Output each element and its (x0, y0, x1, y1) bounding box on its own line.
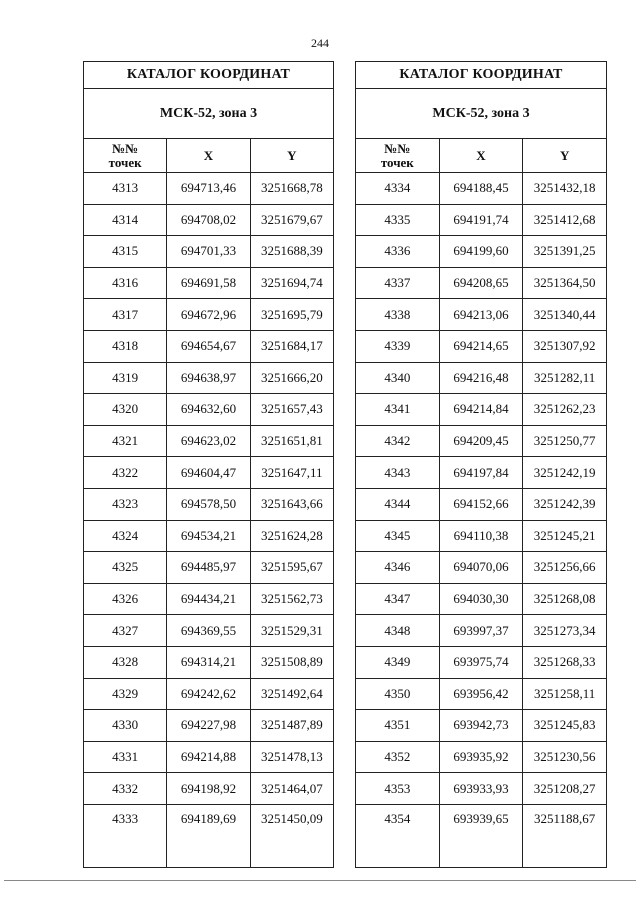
y-coordinate-cell: 3251450,09 (250, 804, 333, 867)
x-coordinate-cell: 693935,92 (439, 741, 523, 773)
y-coordinate-cell: 3251666,20 (250, 362, 333, 394)
x-coordinate-cell: 694242,62 (167, 678, 250, 710)
y-coordinate-cell: 3251679,67 (250, 204, 333, 236)
y-coordinate-cell: 3251529,31 (250, 615, 333, 647)
point-number-cell: 4342 (356, 425, 440, 457)
y-coordinate-cell: 3251684,17 (250, 330, 333, 362)
catalog-title: КАТАЛОГ КООРДИНАТ (84, 62, 334, 89)
x-coordinate-cell: 694434,21 (167, 583, 250, 615)
x-coordinate-cell: 693939,65 (439, 804, 523, 867)
point-number-cell: 4329 (84, 678, 167, 710)
y-coordinate-cell: 3251262,23 (523, 394, 607, 426)
table-row (84, 299, 334, 331)
y-coordinate-cell: 3251657,43 (250, 394, 333, 426)
point-number-cell: 4352 (356, 741, 440, 773)
x-coordinate-cell: 694485,97 (167, 552, 250, 584)
point-number-cell: 4328 (84, 646, 167, 678)
point-number-cell: 4317 (84, 299, 167, 331)
y-coordinate-cell: 3251478,13 (250, 741, 333, 773)
table-row (84, 362, 334, 394)
table-row (356, 173, 607, 205)
point-number-cell: 4341 (356, 394, 440, 426)
table-row (84, 552, 334, 584)
y-coordinate-cell: 3251188,67 (523, 804, 607, 867)
y-coordinate-cell: 3251562,73 (250, 583, 333, 615)
point-number-cell: 4315 (84, 236, 167, 268)
column-header-x: X (167, 139, 250, 173)
coordinate-catalog-table-left (83, 61, 334, 868)
table-row (356, 710, 607, 742)
point-number-cell: 4313 (84, 173, 167, 205)
table-row (356, 488, 607, 520)
x-coordinate-cell: 694188,45 (439, 173, 523, 205)
x-coordinate-cell: 694654,67 (167, 330, 250, 362)
table-row (356, 615, 607, 647)
point-number-cell: 4347 (356, 583, 440, 615)
page-bottom-rule (4, 880, 636, 881)
y-coordinate-cell: 3251268,08 (523, 583, 607, 615)
x-coordinate-cell: 694713,46 (167, 173, 250, 205)
y-coordinate-cell: 3251643,66 (250, 488, 333, 520)
y-coordinate-cell: 3251487,89 (250, 710, 333, 742)
table-row (356, 236, 607, 268)
y-coordinate-cell: 3251268,33 (523, 646, 607, 678)
x-coordinate-cell: 694214,65 (439, 330, 523, 362)
y-coordinate-cell: 3251250,77 (523, 425, 607, 457)
column-header-y: Y (523, 139, 607, 173)
table-row (356, 583, 607, 615)
y-coordinate-cell: 3251256,66 (523, 552, 607, 584)
zone-label: МСК-52, зона 3 (356, 89, 607, 139)
point-number-cell: 4318 (84, 330, 167, 362)
x-coordinate-cell: 694534,21 (167, 520, 250, 552)
table-body (84, 173, 334, 868)
x-coordinate-cell: 694189,69 (167, 804, 250, 867)
y-coordinate-cell: 3251282,11 (523, 362, 607, 394)
table-row (84, 394, 334, 426)
table-row (84, 173, 334, 205)
table-row (84, 773, 334, 805)
x-coordinate-cell: 694227,98 (167, 710, 250, 742)
x-coordinate-cell: 694191,74 (439, 204, 523, 236)
x-coordinate-cell: 694672,96 (167, 299, 250, 331)
x-coordinate-cell: 694070,06 (439, 552, 523, 584)
point-number-cell: 4326 (84, 583, 167, 615)
point-number-cell: 4344 (356, 488, 440, 520)
point-number-cell: 4350 (356, 678, 440, 710)
table-row (84, 236, 334, 268)
x-coordinate-cell: 694030,30 (439, 583, 523, 615)
table-row (356, 552, 607, 584)
table-row (356, 425, 607, 457)
y-coordinate-cell: 3251651,81 (250, 425, 333, 457)
y-coordinate-cell: 3251391,25 (523, 236, 607, 268)
x-coordinate-cell: 694197,84 (439, 457, 523, 489)
point-number-cell: 4336 (356, 236, 440, 268)
y-coordinate-cell: 3251364,50 (523, 267, 607, 299)
y-coordinate-cell: 3251647,11 (250, 457, 333, 489)
x-coordinate-cell: 694604,47 (167, 457, 250, 489)
point-number-cell: 4322 (84, 457, 167, 489)
point-number-cell: 4321 (84, 425, 167, 457)
y-coordinate-cell: 3251492,64 (250, 678, 333, 710)
point-number-cell: 4346 (356, 552, 440, 584)
y-coordinate-cell: 3251307,92 (523, 330, 607, 362)
y-coordinate-cell: 3251245,83 (523, 710, 607, 742)
column-header-point-number: №№ точек (84, 139, 167, 173)
point-number-cell: 4338 (356, 299, 440, 331)
column-header-point-number: №№ точек (356, 139, 440, 173)
table-row (356, 330, 607, 362)
x-coordinate-cell: 694578,50 (167, 488, 250, 520)
point-number-cell: 4348 (356, 615, 440, 647)
y-coordinate-cell: 3251208,27 (523, 773, 607, 805)
table-row (84, 615, 334, 647)
table-row (356, 646, 607, 678)
table-row (356, 267, 607, 299)
y-coordinate-cell: 3251694,74 (250, 267, 333, 299)
table-row (356, 362, 607, 394)
point-number-cell: 4320 (84, 394, 167, 426)
table-row (84, 804, 334, 867)
table-row (84, 646, 334, 678)
point-number-cell: 4327 (84, 615, 167, 647)
x-coordinate-cell: 694638,97 (167, 362, 250, 394)
table-row (84, 520, 334, 552)
point-number-cell: 4314 (84, 204, 167, 236)
table-row (84, 583, 334, 615)
table-body (356, 173, 607, 868)
x-coordinate-cell: 694369,55 (167, 615, 250, 647)
table-row (84, 267, 334, 299)
y-coordinate-cell: 3251695,79 (250, 299, 333, 331)
table-row (84, 204, 334, 236)
x-coordinate-cell: 693942,73 (439, 710, 523, 742)
table-row (84, 678, 334, 710)
x-coordinate-cell: 694214,84 (439, 394, 523, 426)
point-number-cell: 4351 (356, 710, 440, 742)
column-header-x: X (439, 139, 523, 173)
catalog-title: КАТАЛОГ КООРДИНАТ (356, 62, 607, 89)
x-coordinate-cell: 693997,37 (439, 615, 523, 647)
x-coordinate-cell: 694632,60 (167, 394, 250, 426)
y-coordinate-cell: 3251245,21 (523, 520, 607, 552)
x-coordinate-cell: 694110,38 (439, 520, 523, 552)
table-row (84, 488, 334, 520)
coordinate-catalog-table-right (355, 61, 607, 868)
point-number-cell: 4353 (356, 773, 440, 805)
x-coordinate-cell: 694208,65 (439, 267, 523, 299)
x-coordinate-cell: 693956,42 (439, 678, 523, 710)
table-row (84, 425, 334, 457)
table-row (356, 804, 607, 867)
x-coordinate-cell: 693975,74 (439, 646, 523, 678)
table-row (84, 710, 334, 742)
x-coordinate-cell: 694198,92 (167, 773, 250, 805)
x-coordinate-cell: 694701,33 (167, 236, 250, 268)
x-coordinate-cell: 694314,21 (167, 646, 250, 678)
table-row (356, 457, 607, 489)
point-number-cell: 4339 (356, 330, 440, 362)
table-row (84, 457, 334, 489)
x-coordinate-cell: 693933,93 (439, 773, 523, 805)
point-number-cell: 4334 (356, 173, 440, 205)
point-number-cell: 4333 (84, 804, 167, 867)
x-coordinate-cell: 694199,60 (439, 236, 523, 268)
y-coordinate-cell: 3251624,28 (250, 520, 333, 552)
zone-label: МСК-52, зона 3 (84, 89, 334, 139)
table-row (356, 741, 607, 773)
table-row (356, 394, 607, 426)
point-number-cell: 4325 (84, 552, 167, 584)
y-coordinate-cell: 3251595,67 (250, 552, 333, 584)
y-coordinate-cell: 3251230,56 (523, 741, 607, 773)
x-coordinate-cell: 694213,06 (439, 299, 523, 331)
point-number-cell: 4340 (356, 362, 440, 394)
table-row (356, 299, 607, 331)
point-number-cell: 4335 (356, 204, 440, 236)
point-number-cell: 4337 (356, 267, 440, 299)
y-coordinate-cell: 3251412,68 (523, 204, 607, 236)
table-row (356, 773, 607, 805)
point-number-cell: 4343 (356, 457, 440, 489)
point-number-cell: 4330 (84, 710, 167, 742)
table-row (84, 741, 334, 773)
y-coordinate-cell: 3251668,78 (250, 173, 333, 205)
y-coordinate-cell: 3251242,19 (523, 457, 607, 489)
x-coordinate-cell: 694209,45 (439, 425, 523, 457)
y-coordinate-cell: 3251258,11 (523, 678, 607, 710)
y-coordinate-cell: 3251340,44 (523, 299, 607, 331)
point-number-cell: 4323 (84, 488, 167, 520)
point-number-cell: 4332 (84, 773, 167, 805)
x-coordinate-cell: 694214,88 (167, 741, 250, 773)
x-coordinate-cell: 694623,02 (167, 425, 250, 457)
table-row (84, 330, 334, 362)
table-row (356, 678, 607, 710)
point-number-cell: 4319 (84, 362, 167, 394)
column-header-y: Y (250, 139, 333, 173)
table-row (356, 520, 607, 552)
point-number-cell: 4349 (356, 646, 440, 678)
point-number-cell: 4345 (356, 520, 440, 552)
y-coordinate-cell: 3251464,07 (250, 773, 333, 805)
x-coordinate-cell: 694152,66 (439, 488, 523, 520)
x-coordinate-cell: 694708,02 (167, 204, 250, 236)
y-coordinate-cell: 3251273,34 (523, 615, 607, 647)
y-coordinate-cell: 3251688,39 (250, 236, 333, 268)
point-number-cell: 4331 (84, 741, 167, 773)
point-number-cell: 4324 (84, 520, 167, 552)
x-coordinate-cell: 694216,48 (439, 362, 523, 394)
y-coordinate-cell: 3251242,39 (523, 488, 607, 520)
table-row (356, 204, 607, 236)
point-number-cell: 4354 (356, 804, 440, 867)
point-number-cell: 4316 (84, 267, 167, 299)
x-coordinate-cell: 694691,58 (167, 267, 250, 299)
y-coordinate-cell: 3251432,18 (523, 173, 607, 205)
page-number: 244 (311, 36, 329, 50)
y-coordinate-cell: 3251508,89 (250, 646, 333, 678)
